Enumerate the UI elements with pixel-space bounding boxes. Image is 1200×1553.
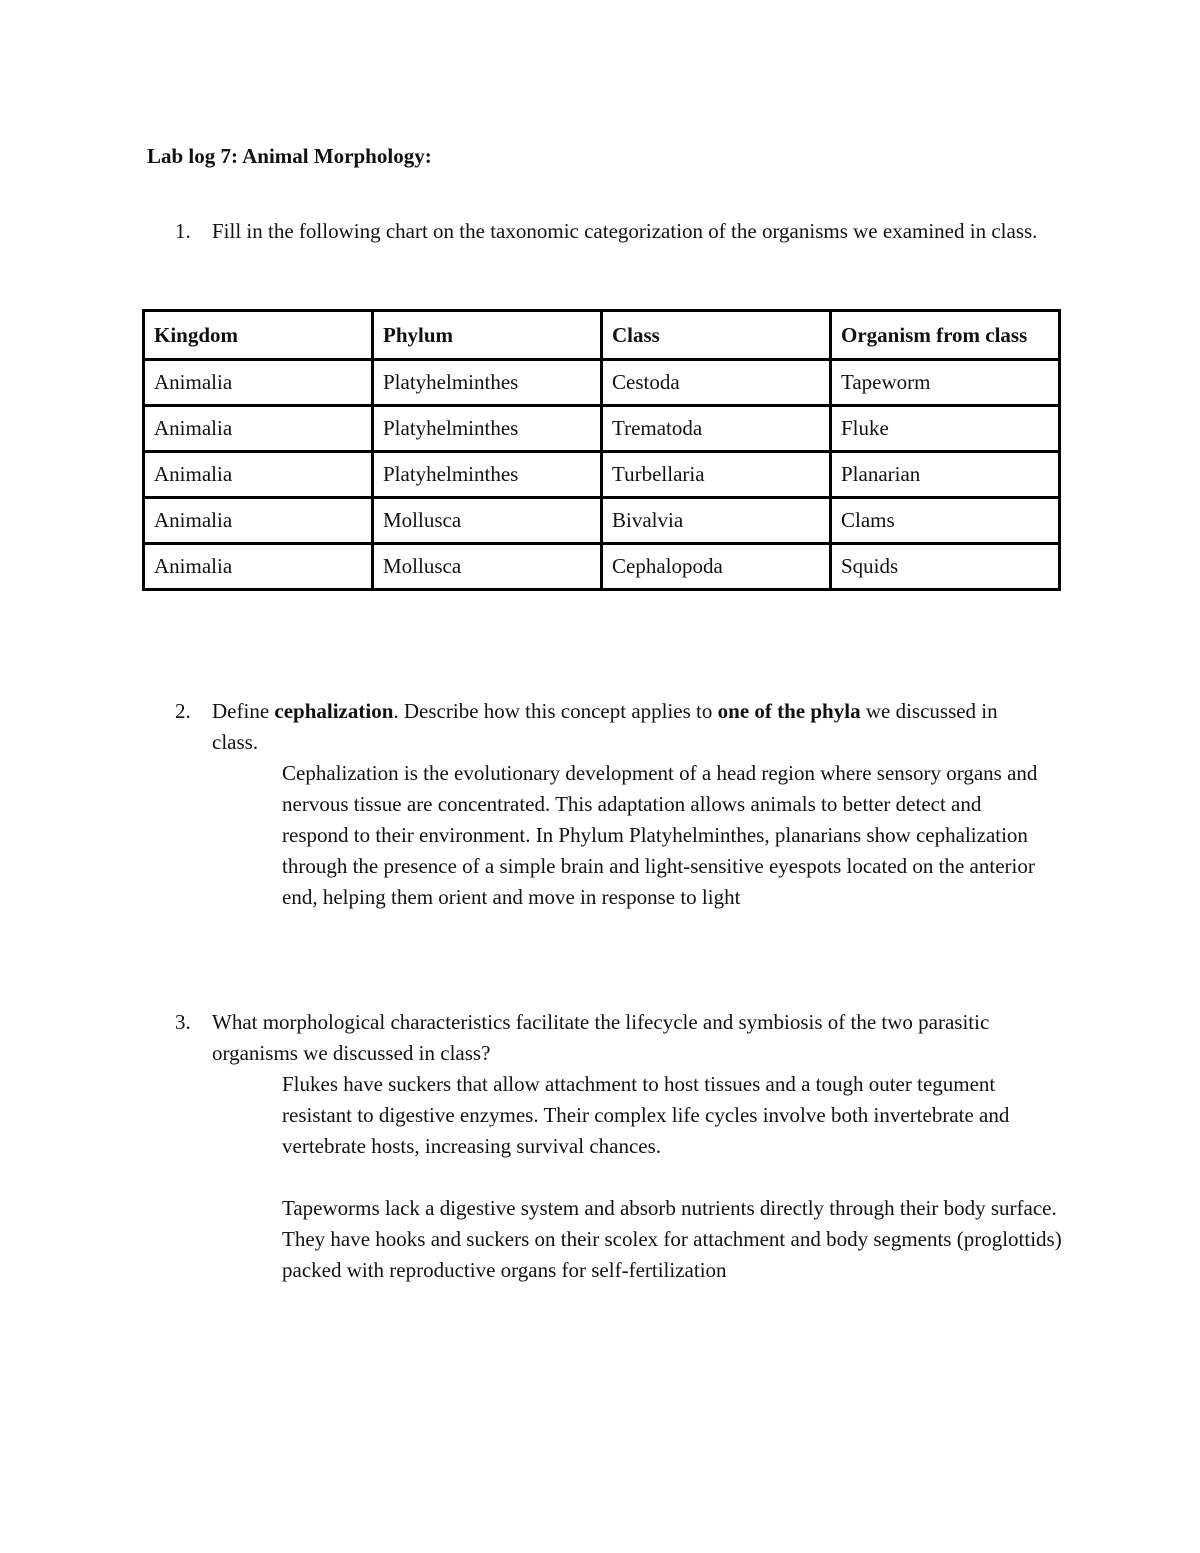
question-2-part: . Describe how this concept applies to [393, 699, 718, 723]
answer-3-flukes: Flukes have suckers that allow attachment to host tissues and a tough outer tegument resistant to digestive enzymes. Their complex life cycles involve both invertebrate and vertebrate hosts, increasing survival chances. [282, 1072, 1010, 1158]
cell-class: Trematoda [602, 406, 831, 452]
cell-class: Bivalvia [602, 498, 831, 544]
question-2-part: Define [212, 699, 275, 723]
cell-organism: Planarian [831, 452, 1060, 498]
table-header-row [144, 311, 1060, 360]
question-3-number: 3. [175, 1010, 191, 1034]
cell-organism: Tapeworm [831, 360, 1060, 406]
emphasis-one-phyla: one of the phyla [717, 699, 861, 723]
term-cephalization: cephalization [274, 699, 394, 723]
header-phylum: Phylum [373, 311, 602, 360]
cell-phylum: Mollusca [373, 544, 602, 590]
question-3 [175, 1007, 1035, 1069]
cell-phylum: Mollusca [373, 498, 602, 544]
question-2-number: 2. [175, 699, 191, 723]
header-kingdom: Kingdom [144, 311, 373, 360]
question-2-text [212, 696, 1005, 758]
cell-organism: Fluke [831, 406, 1060, 452]
cell-kingdom: Animalia [144, 544, 373, 590]
table-row [144, 360, 1060, 406]
table-row [144, 452, 1060, 498]
cell-kingdom: Animalia [144, 452, 373, 498]
table-row [144, 498, 1060, 544]
header-class: Class [602, 311, 831, 360]
cell-phylum: Platyhelminthes [373, 406, 602, 452]
taxonomy-table [142, 309, 1061, 591]
cell-kingdom: Animalia [144, 498, 373, 544]
header-organism: Organism from class [831, 311, 1060, 360]
question-1-number: 1. [175, 219, 191, 243]
cell-phylum: Platyhelminthes [373, 452, 602, 498]
answer-2: Cephalization is the evolutionary development of a head region where sensory organs and nervous tissue are concentrated. This adaptation allows animals to better detect and respond to their environment. In Phylum Platyhelminthes, planarians show cephalization through the presence of a simple brain and light-sensitive eyespots located on the anterior end, helping them orient and move in response to light [282, 761, 1038, 909]
question-1-text: Fill in the following chart on the taxonomic categorization of the organisms we examined in class. [212, 219, 1038, 243]
question-1 [175, 216, 1075, 247]
question-2 [175, 696, 1005, 758]
question-3-text: What morphological characteristics facilitate the lifecycle and symbiosis of the two parasitic organisms we discussed in class? [212, 1010, 990, 1065]
question-2-part: we discussed in class. [212, 699, 998, 754]
cell-kingdom: Animalia [144, 360, 373, 406]
table-row [144, 406, 1060, 452]
cell-class: Turbellaria [602, 452, 831, 498]
cell-class: Cephalopoda [602, 544, 831, 590]
cell-organism: Squids [831, 544, 1060, 590]
table-row [144, 544, 1060, 590]
cell-class: Cestoda [602, 360, 831, 406]
cell-organism: Clams [831, 498, 1060, 544]
answer-3-tapeworms: Tapeworms lack a digestive system and absorb nutrients directly through their body surface. They have hooks and suckers on their scolex for attachment and body segments (proglottids) packed with reproductive organs for self-fertilization [282, 1196, 1062, 1282]
cell-kingdom: Animalia [144, 406, 373, 452]
cell-phylum: Platyhelminthes [373, 360, 602, 406]
document-title: Lab log 7: Animal Morphology: [147, 144, 432, 168]
